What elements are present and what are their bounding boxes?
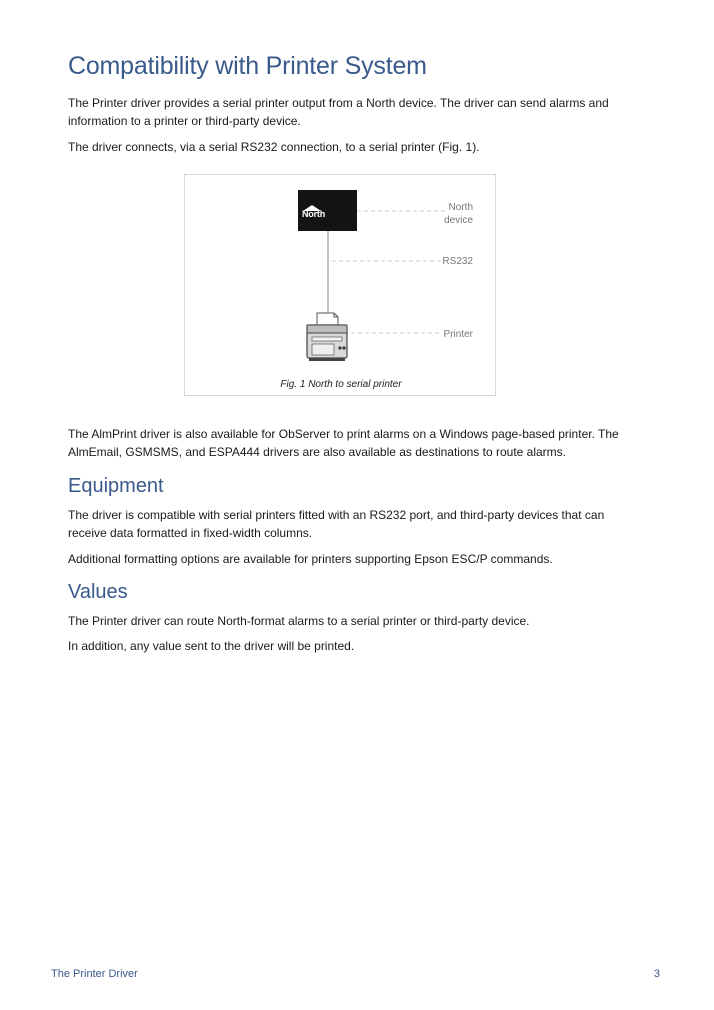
page-title: Compatibility with Printer System (68, 52, 427, 80)
printer-icon (307, 313, 347, 361)
footer-document-title: The Printer Driver (51, 968, 138, 980)
footer-page-number: 3 (653, 968, 660, 980)
figure-caption: Fig. 1 North to serial printer (280, 379, 402, 390)
label-north-device-line1: North (448, 202, 473, 213)
label-rs232: RS232 (442, 256, 473, 267)
values-heading: Values (68, 581, 128, 603)
intro-paragraph-1: The Printer driver provides a serial printer output from a North device. The driver can send alarms and information to a printer or third-party device. (68, 96, 609, 128)
values-paragraph-2: In addition, any value sent to the driver will be printed. (68, 639, 355, 653)
figure-north-to-printer (184, 174, 496, 396)
equipment-paragraph-2: Additional formatting options are available for printers supporting Epson ESC/P commands. (68, 552, 553, 566)
label-printer: Printer (443, 329, 473, 340)
equipment-heading: Equipment (68, 475, 164, 497)
values-paragraph-1: The Printer driver can route North-format alarms to a serial printer or third-party device. (68, 614, 530, 628)
label-north-device-line2: device (444, 215, 473, 226)
equipment-paragraph-1: The driver is compatible with serial printers fitted with an RS232 port, and third-party devices that can receive data formatted in fixed-width columns. (68, 508, 605, 540)
intro-paragraph-2: The driver connects, via a serial RS232 connection, to a serial printer (Fig. 1). (68, 140, 480, 154)
label-north-device (425, 201, 473, 227)
north-logo-text: North (302, 209, 325, 219)
almprint-paragraph: The AlmPrint driver is also available for ObServer to print alarms on a Windows page-based printer. The AlmEmail, GSMSMS, and ESPA444 drivers are also available as destinations to route alarms. (68, 427, 619, 459)
